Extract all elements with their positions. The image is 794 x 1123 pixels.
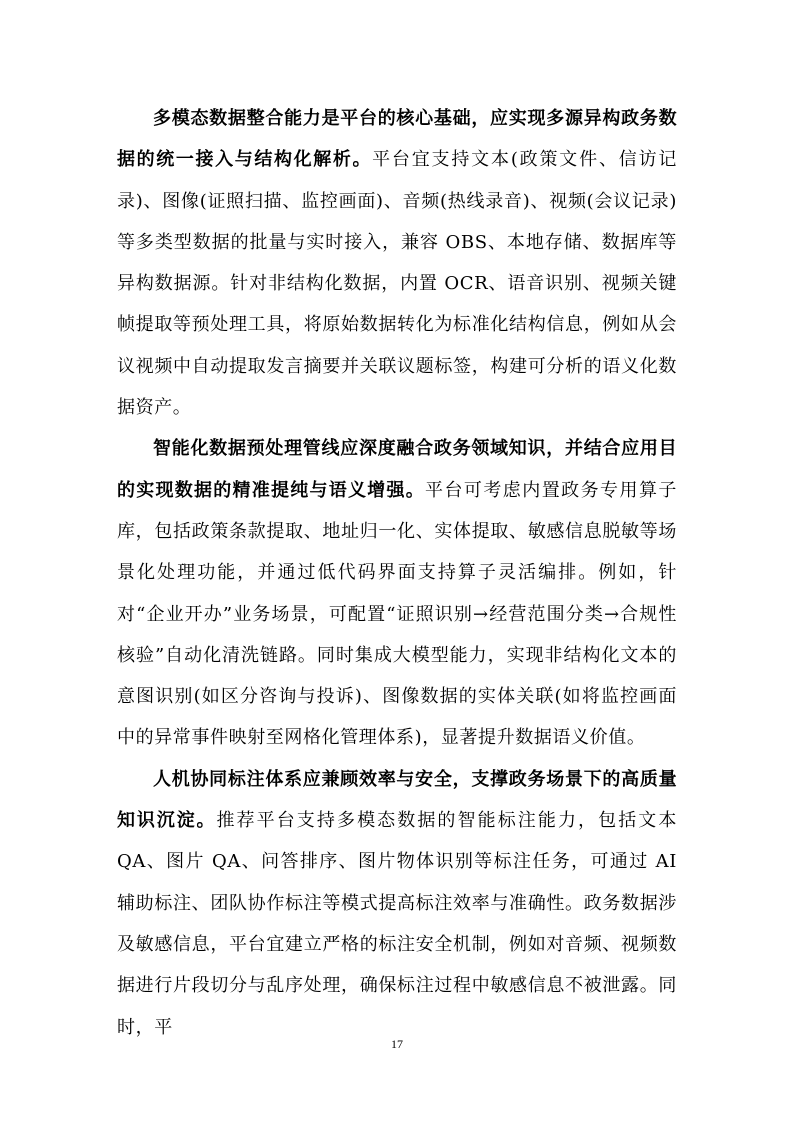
paragraph-data-preprocessing <box>117 428 677 758</box>
paragraph-body: 推荐平台支持多模态数据的智能标注能力，包括文本 QA、图片 QA、问答排序、图片物体识别等标注任务，可通过 AI 辅助标注、团队协作标注等模式提高标注效率与准确性。政务数据涉及敏感信息，平台宜建立严格的标注安全机制，例如对音频、视频数据进行片段切分与乱序处理，确保标注过程中敏感信息不被泄露。同时，平 <box>117 810 677 1038</box>
page-number: 17 <box>391 1037 403 1051</box>
paragraph-lead: 智能化数据预处理管线应深度融合政务领域知识，并结合应用目的实现数据的精准提纯与语义增强。 <box>117 438 677 501</box>
paragraph-lead: 多模态数据整合能力是平台的核心基础，应实现多源异构政务数据的统一接入与结构化解析。 <box>117 108 677 171</box>
paragraph-lead: 人机协同标注体系应兼顾效率与安全，支撑政务场景下的高质量知识沉淀。 <box>117 768 677 832</box>
paragraph-annotation-system <box>117 759 677 1048</box>
paragraph-body: 平台宜支持文本(政策文件、信访记录)、图像(证照扫描、监控画面)、音频(热线录音)、视频(会议记录)等多类型数据的批量与实时接入，兼容 OBS、本地存储、数据库等异构数据源。针对非结构化数据，内置 OCR、语音识别、视频关键帧提取等预处理工具，将原始数据转化为标准化结构信息，例如从会议视频中自动提取发言摘要并关联议题标签，构建可分析的语义化数据资产。 <box>117 149 678 419</box>
paragraph-body: 平台可考虑内置政务专用算子库，包括政策条款提取、地址归一化、实体提取、敏感信息脱敏等场景化处理功能，并通过低代码界面支持算子灵活编排。例如，针对“企业开办”业务场景，可配置“证照识别→经营范围分类→合规性核验”自动化清洗链路。同时集成大模型能力，实现非结构化文本的意图识别(如区分咨询与投诉)、图像数据的实体关联(如将监控画面中的异常事件映射至网格化管理体系)，显著提升数据语义价值。 <box>117 479 677 749</box>
body-text <box>117 98 677 1048</box>
paragraph-multimodal-integration <box>117 98 677 428</box>
